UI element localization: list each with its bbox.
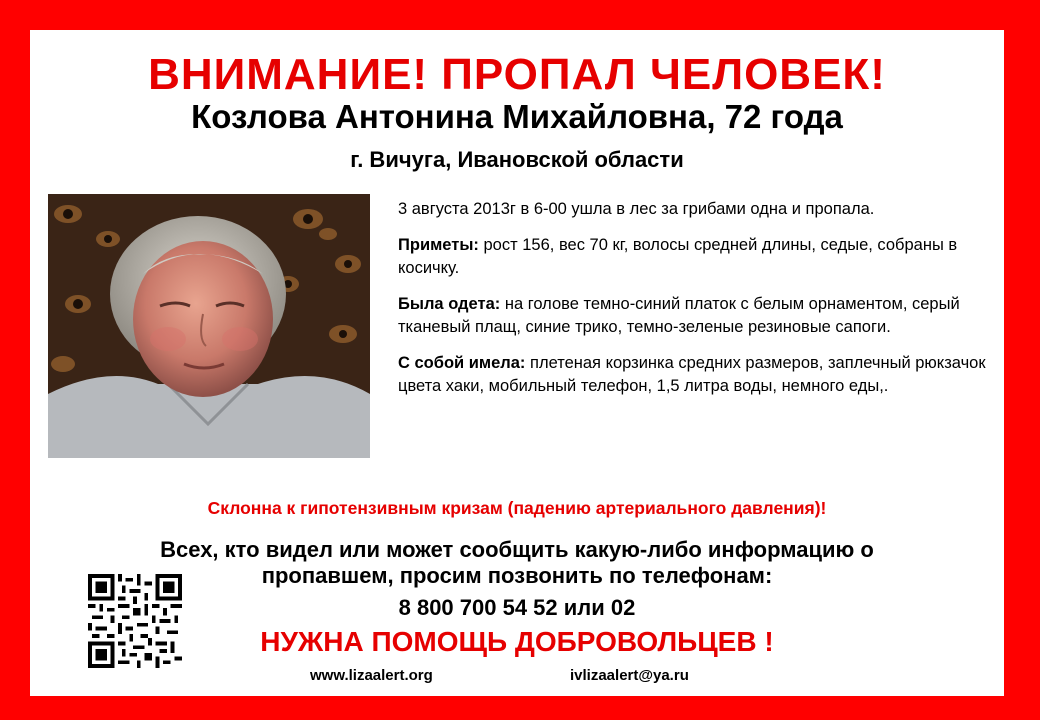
description-block (398, 198, 988, 411)
signs-text: рост 156, вес 70 кг, волосы средней длины, седые, собраны в косичку. (398, 236, 958, 277)
volunteers-call: НУЖНА ПОМОЩЬ ДОБРОВОЛЬЦЕВ ! (260, 626, 774, 657)
signs-label: Приметы: (398, 236, 479, 254)
clothes-label: Была одета: (398, 295, 501, 313)
health-warning: Склонна к гипотензивным кризам (падению артериального давления)! (207, 498, 827, 518)
qr-code-icon[interactable] (88, 574, 182, 668)
clothes-text: на голове темно-синий платок с белым орнаментом, серый тканевый плащ, синие трико, темно-зеленые резиновые сапоги. (398, 295, 960, 336)
email-link[interactable]: ivlizaalert@ya.ru (570, 667, 689, 684)
person-photo (48, 194, 370, 458)
appeal-line-2: пропавшем, просим позвонить по телефонам: (261, 563, 773, 588)
location: г. Вичуга, Ивановской области (350, 147, 684, 172)
items-text: плетеная корзинка средних размеров, заплечный рюкзачок цвета хаки, мобильный телефон, 1,5 литра воды, немного еды,. (398, 354, 986, 395)
description-clothes (398, 293, 988, 339)
headline: ВНИМАНИЕ! ПРОПАЛ ЧЕЛОВЕК! (148, 50, 886, 99)
items-label: С собой имела: (398, 354, 526, 372)
description-items (398, 352, 988, 398)
description-signs (398, 234, 988, 280)
person-name: Козлова Антонина Михайловна, 72 года (191, 98, 843, 135)
website-link[interactable]: www.lizaalert.org (310, 667, 433, 684)
appeal-line-1: Всех, кто видел или может сообщить какую-либо информацию о (160, 537, 874, 562)
description-intro: 3 августа 2013г в 6-00 ушла в лес за грибами одна и пропала. (398, 200, 875, 218)
poster-sheet (30, 30, 1004, 696)
phone-numbers[interactable]: 8 800 700 54 52 или 02 (398, 595, 636, 620)
